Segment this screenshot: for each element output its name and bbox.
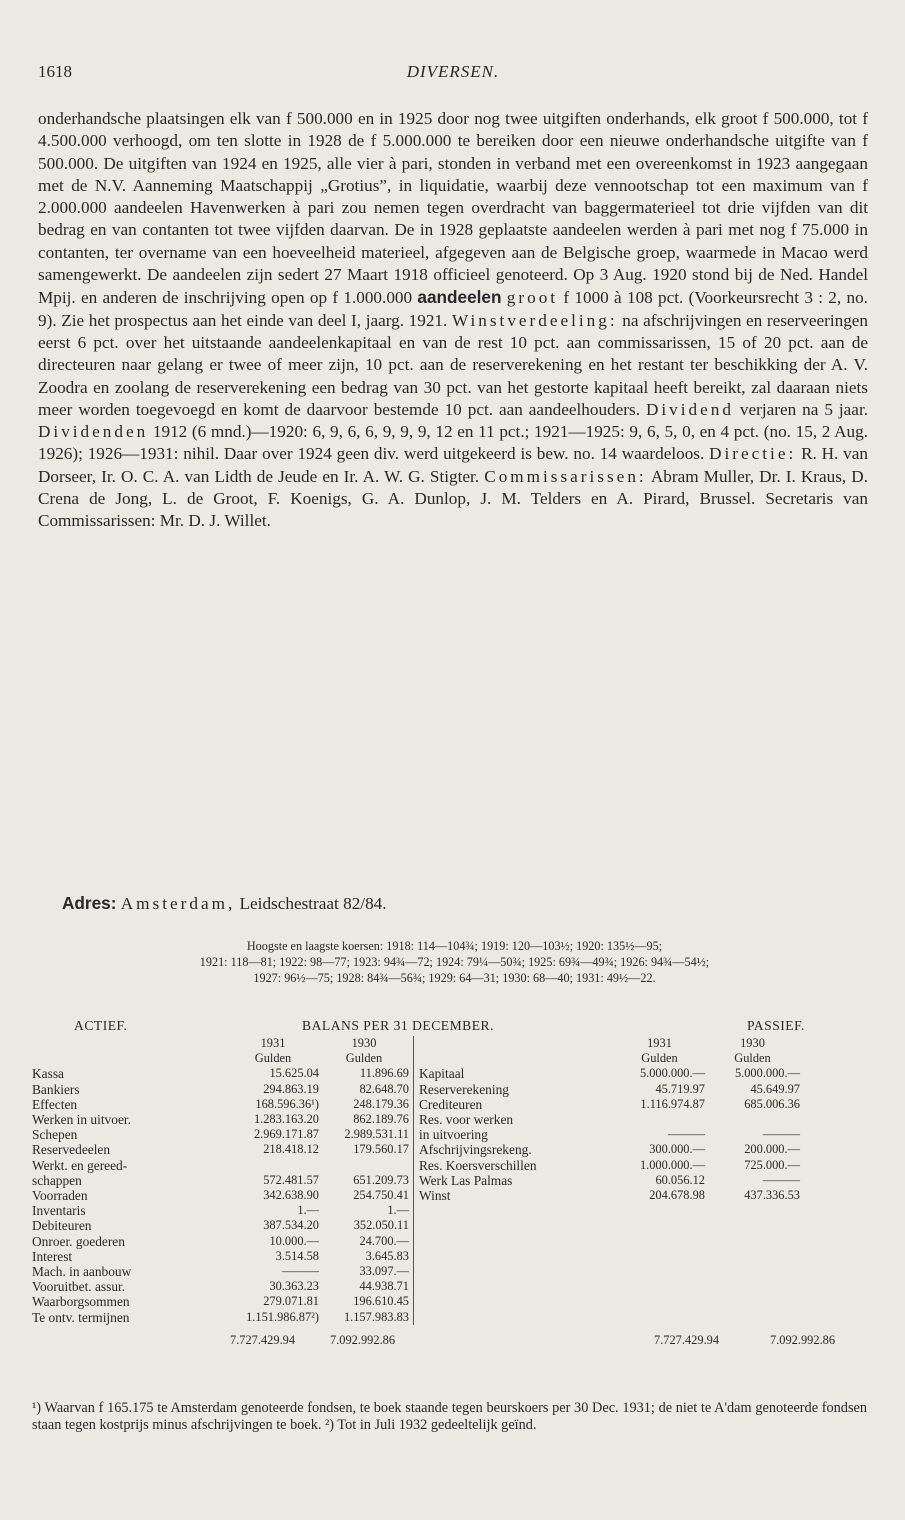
table-row <box>32 1218 800 1233</box>
table-row <box>32 1203 800 1218</box>
asset-label: Te ontv. termijnen <box>32 1309 130 1325</box>
text-segment: f 1000 à 108 pct. (Voorkeursrecht 3 : 2, no. 9). Zie het prospectus aan het einde van deel I, jaarg. 1921. <box>38 288 868 330</box>
company-description <box>38 108 868 533</box>
text-segment: onderhandsche plaatsingen elk van f 500.000 en in 1925 door nog twee uitgiften onderhands, elk groot f 500.000, tot f 4.500.000 verhoogd, om ten slotte in 1928 de f 5.000.000 te bereiken door een nieuwe onderhandsche uitgifte van f 500.000. De uitgiften van 1924 en 1925, alle vier à pari, stonden in verband met een overeenkomst in 1923 aangegaan met de N.V. Aanneming Maatschappij „Grotius”, in liquidatie, waarbij deze vennootschap tot een maximum van f 2.000.000 aandeelen Havenwerken à pari zou nemen tegen overdracht van baggermaterieel tot drie vijfden van dit bedrag en van contanten tot twee vijfden daarvan. De in 1928 geplaatste aandeelen werden à pari met nog f 75.000 in contanten, ter overname van een hoeveelheid materieel, afgegeven aan de Belgische groep, waarmede in Macao werd samengewerkt. De aandeelen zijn sedert 27 Maart 1918 officieel genoteerd. Op 3 Aug. 1920 stond bij de Ned. Handel Mpij. en anderen de inschrijving open op f 1.000.000 <box>38 109 868 308</box>
liability-1931: 5.000.000.— <box>639 1066 705 1081</box>
table-row <box>32 1249 800 1264</box>
liability-label: Kapitaal <box>419 1066 465 1082</box>
liability-1930: 437.336.53 <box>744 1188 800 1203</box>
unit-header: Gulden <box>254 1051 292 1066</box>
asset-1930: 352.050.11 <box>319 1218 414 1233</box>
balance-sheet <box>32 1018 867 1357</box>
page-number: 1618 <box>38 62 72 81</box>
unit-header: Gulden <box>641 1051 678 1066</box>
unit-header: Gulden <box>734 1051 771 1066</box>
page-title: DIVERSEN. <box>406 62 500 81</box>
table-row <box>32 1082 800 1097</box>
totals-row <box>32 1333 867 1357</box>
balance-table <box>32 1036 800 1325</box>
liability-1931: 300.000.— <box>649 1142 705 1157</box>
price-line: 1927: 96½—75; 1928: 84¾—56¾; 1929: 64—31; 1930: 68—40; 1931: 49½—22. <box>253 971 656 985</box>
liability-1930: 45.649.97 <box>750 1081 800 1096</box>
price-line: Hoogste en laagste koersen: 1918: 114—104¾; 1919: 120—103½; 1920: 135½—95; <box>246 939 663 953</box>
asset-label: Inventaris <box>32 1203 86 1219</box>
commissarissen-heading: Commissarissen: <box>484 466 647 486</box>
asset-label: Interest <box>32 1248 73 1264</box>
footnotes <box>32 1400 867 1433</box>
directie-heading: Directie: <box>709 444 797 464</box>
address-label: Adres: <box>62 893 117 913</box>
asset-1931: 168.596.36¹) <box>255 1096 319 1111</box>
liability-1931: 60.056.12 <box>655 1172 705 1187</box>
asset-label: Onroer. goederen <box>32 1233 125 1249</box>
table-row <box>32 1264 800 1279</box>
liability-1931: 204.678.98 <box>649 1188 705 1203</box>
asset-1931: 15.625.04 <box>269 1066 319 1081</box>
liability-label: Res. voor werken <box>419 1112 514 1128</box>
asset-1930: 1.157.983.83 <box>319 1310 414 1325</box>
asset-label: Werkt. en gereed- <box>32 1157 128 1173</box>
dividenden-heading: Dividenden <box>38 422 149 442</box>
asset-1930 <box>319 1158 414 1173</box>
liability-label: Crediteuren <box>419 1096 483 1112</box>
address-line <box>62 893 387 914</box>
table-row <box>32 1294 800 1309</box>
price-line: 1921: 118—81; 1922: 98—77; 1923: 94¾—72; 1924: 79¼—50¾; 1925: 69¾—49¾; 1926: 94¾—54½; <box>199 955 710 969</box>
text-segment: R. H. van Dorseer, Ir. O. C. A. van Lidth de Jeude en Ir. A. W. G. Stigter. <box>38 444 869 486</box>
price-history <box>32 938 877 986</box>
asset-1930: 11.896.69 <box>319 1066 414 1081</box>
table-row <box>32 1279 800 1294</box>
asset-1930: 862.189.76 <box>319 1112 414 1127</box>
liability-1930: ——— <box>762 1172 800 1187</box>
liability-1930: 5.000.000.— <box>734 1066 800 1081</box>
asset-1930: 651.209.73 <box>319 1173 414 1188</box>
spaced-term: groot <box>506 288 559 308</box>
table-row <box>32 1097 800 1112</box>
asset-label: Effecten <box>32 1096 78 1112</box>
asset-1931: 3.514.58 <box>275 1248 319 1263</box>
balance-header <box>32 1018 867 1036</box>
liability-1931: 1.116.974.87 <box>640 1096 705 1111</box>
asset-label: Mach. in aanbouw <box>32 1264 132 1280</box>
asset-1930: 33.097.— <box>319 1264 414 1279</box>
asset-label: Bankiers <box>32 1081 80 1097</box>
asset-1930: 3.645.83 <box>319 1249 414 1264</box>
year-header: 1931 <box>647 1036 672 1050</box>
liability-1931 <box>614 1112 705 1127</box>
asset-1931: 279.071.81 <box>263 1294 319 1309</box>
asset-1931: 218.418.12 <box>263 1142 319 1157</box>
asset-1930: 196.610.45 <box>319 1294 414 1309</box>
asset-1930: 1.— <box>319 1203 414 1218</box>
asset-1931 <box>227 1158 319 1173</box>
actief-label: ACTIEF. <box>74 1018 128 1033</box>
aandeelen-heading: aandeelen <box>417 287 502 308</box>
liability-label: Werk Las Palmas <box>419 1172 513 1188</box>
asset-label: Schepen <box>32 1127 78 1143</box>
asset-1930: 2.989.531.11 <box>319 1127 414 1142</box>
balance-title: BALANS PER 31 DECEMBER. <box>302 1018 495 1033</box>
asset-label: Reservedeelen <box>32 1142 111 1158</box>
table-row <box>32 1158 800 1173</box>
asset-1930: 44.938.71 <box>319 1279 414 1294</box>
asset-1931: ——— <box>281 1264 319 1279</box>
liability-1930: 685.006.36 <box>744 1096 800 1111</box>
text-segment: 1912 (6 mnd.)—1920: 6, 9, 6, 6, 9, 9, 9, 12 en 11 pct.; 1921—1925: 9, 6, 5, 0, en 4 pct. (no. 15, 2 Aug. 1926); 1926—1931: nihil. Daar over 1924 geen div. werd uitgekeerd is bew. no. 14 waardeloos. <box>38 422 868 464</box>
asset-1930: 248.179.36 <box>319 1097 414 1112</box>
table-row <box>32 1188 800 1203</box>
total-liabilities-1930: 7.092.992.86 <box>770 1332 836 1347</box>
dividend-heading: Dividend <box>645 399 734 419</box>
year-header: 1930 <box>740 1036 765 1050</box>
liability-1930 <box>705 1112 800 1127</box>
asset-label: Kassa <box>32 1066 64 1082</box>
liability-1930: ——— <box>762 1127 800 1142</box>
asset-1931: 1.283.163.20 <box>253 1112 319 1127</box>
passief-label: PASSIEF. <box>747 1018 805 1033</box>
asset-1931: 30.363.23 <box>269 1279 319 1294</box>
liability-label: in uitvoering <box>419 1127 488 1143</box>
asset-1931: 10.000.— <box>269 1233 319 1248</box>
year-header: 1931 <box>260 1036 286 1050</box>
liability-label: Res. Koersverschillen <box>419 1157 537 1173</box>
address-city: Amsterdam, <box>120 894 236 913</box>
table-row <box>32 1142 800 1157</box>
asset-label: Waarborgsommen <box>32 1294 130 1310</box>
liability-1931: 45.719.97 <box>655 1081 705 1096</box>
asset-1930: 179.560.17 <box>319 1142 414 1157</box>
table-row <box>32 1310 800 1325</box>
asset-1931: 1.— <box>297 1203 319 1218</box>
asset-label: Werken in uitvoer. <box>32 1112 131 1128</box>
winstverdeeling-heading: Winstverdeeling: <box>451 310 618 330</box>
unit-header: Gulden <box>319 1051 414 1066</box>
asset-label: Debiteuren <box>32 1218 92 1234</box>
liability-label: Reserverekening <box>419 1081 509 1097</box>
asset-label: Voorraden <box>32 1188 88 1204</box>
asset-1930: 24.700.— <box>319 1234 414 1249</box>
table-row <box>32 1127 800 1142</box>
text-segment: na afschrijvingen en reserveeringen eerst 6 pct. over het uitstaande aandeelenkapitaal en van de rest 10 pct. aan commissarissen, 15 of 20 pct. aan de directeuren naar gelang er twee of meer zijn, 10 pct. aan de reserverekening en het restant ter beschikking der A. V. Zoodra en zoolang de reserverekening een bedrag van 30 pct. van het gestorte kapitaal heeft bereikt, zal daaraan niets meer worden toegevoegd en komt de daarvoor bestemde 10 pct. aan aandeelhouders. <box>38 310 869 419</box>
asset-1931: 572.481.57 <box>263 1172 319 1187</box>
asset-label: schappen <box>32 1172 82 1188</box>
liability-1931: ——— <box>667 1127 705 1142</box>
table-row <box>32 1112 800 1127</box>
liability-1930: 200.000.— <box>744 1142 800 1157</box>
table-row <box>32 1234 800 1249</box>
asset-label: Vooruitbet. assur. <box>32 1279 126 1295</box>
table-row <box>32 1173 800 1188</box>
asset-1931: 2.969.171.87 <box>253 1127 319 1142</box>
asset-1930: 82.648.70 <box>319 1082 414 1097</box>
asset-1930: 254.750.41 <box>319 1188 414 1203</box>
year-header: 1930 <box>319 1036 414 1051</box>
total-assets-1931: 7.727.429.94 <box>230 1332 296 1347</box>
asset-1931: 342.638.90 <box>263 1188 319 1203</box>
table-row <box>32 1066 800 1081</box>
footnote-text: ¹) Waarvan f 165.175 te Amsterdam genoteerde fondsen, te boek staande tegen beurskoers per 30 Dec. 1931; de niet te A'dam genoteerde fondsen staan tegen kostprijs minus afschrijvingen te boek. ²) Tot in Juli 1932 gedeeltelijk geïnd. <box>32 1400 867 1433</box>
text-segment: Abram Muller, Dr. I. Kraus, D. Crena de Jong, L. de Groot, F. Koenigs, G. A. Dunlop, J. M. Telders en A. Pirard, Brussel. Secretaris van Commissarissen: Mr. D. J. Willet. <box>38 466 869 531</box>
asset-1931: 387.534.20 <box>263 1218 319 1233</box>
liability-label: Winst <box>419 1188 451 1204</box>
text-segment: verjaren na 5 jaar. <box>739 399 869 419</box>
total-assets-1930: 7.092.992.86 <box>330 1332 396 1347</box>
liability-1931: 1.000.000.— <box>639 1157 705 1172</box>
asset-1931: 294.863.19 <box>263 1081 319 1096</box>
liability-1930: 725.000.— <box>744 1157 800 1172</box>
total-liabilities-1931: 7.727.429.94 <box>654 1332 720 1347</box>
liability-label: Afschrijvingsrekeng. <box>419 1142 532 1158</box>
address-street: Leidschestraat 82/84. <box>239 894 387 913</box>
asset-1931: 1.151.986.87²) <box>246 1309 319 1324</box>
